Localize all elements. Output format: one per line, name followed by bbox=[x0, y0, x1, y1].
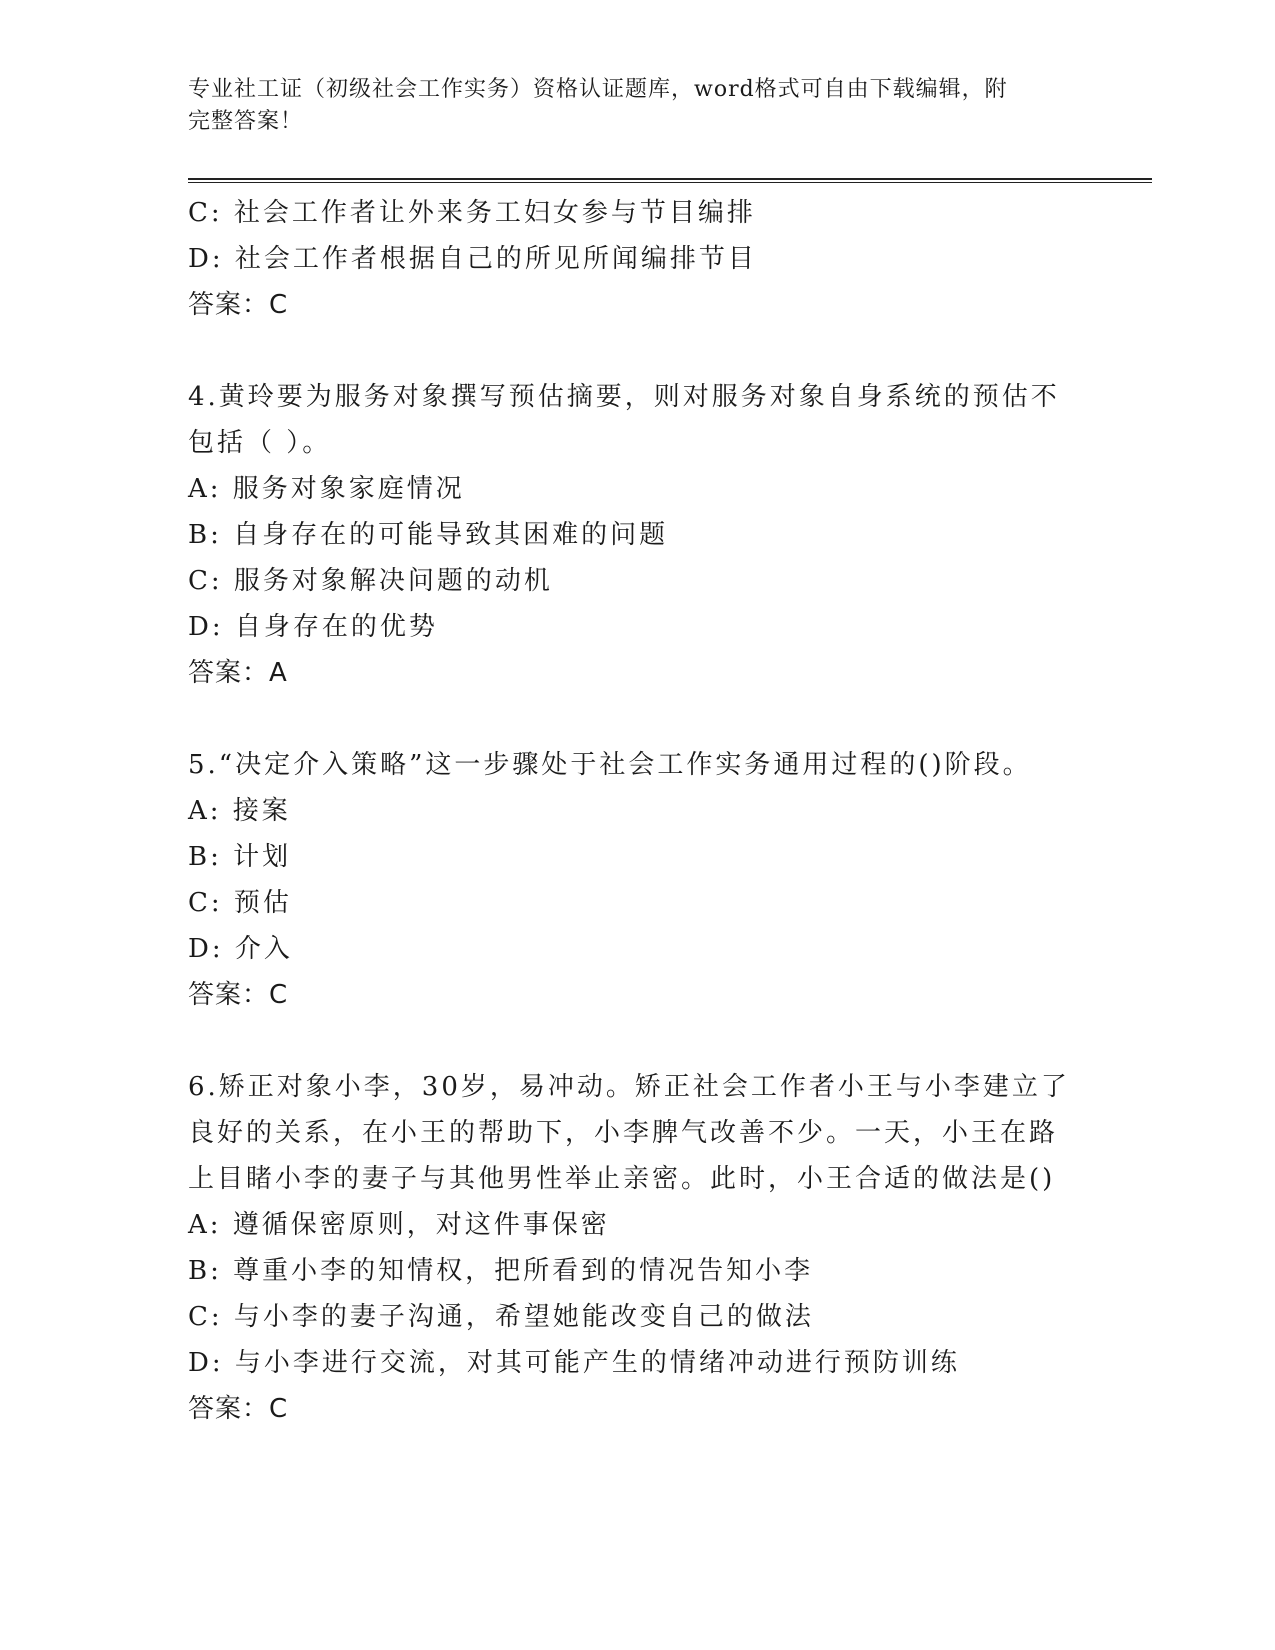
q6-stem-line-2: 良好的关系，在小王的帮助下，小李脾气改善不少。一天，小王在路 bbox=[188, 1118, 1059, 1148]
header-line-1: 专业社工证（初级社会工作实务）资格认证题库，word格式可自由下载编辑，附 bbox=[188, 77, 1008, 102]
q6-answer: 答案：C bbox=[188, 1394, 289, 1424]
q5-option-d: D: 介入 bbox=[188, 934, 293, 964]
q3-answer: 答案：C bbox=[188, 290, 289, 320]
q4-option-a: A: 服务对象家庭情况 bbox=[188, 474, 465, 504]
q4-stem-line-2: 包括（ ）。 bbox=[188, 428, 332, 458]
header-divider-thick bbox=[188, 178, 1152, 180]
question-3-tail bbox=[188, 190, 1088, 328]
spacer bbox=[188, 328, 1088, 374]
document-header bbox=[188, 74, 1068, 138]
q4-stem-line-1: 4.黄玲要为服务对象撰写预估摘要，则对服务对象自身系统的预估不 bbox=[188, 382, 1060, 412]
q3-option-c: C: 社会工作者让外来务工妇女参与节目编排 bbox=[188, 198, 756, 228]
q5-answer: 答案：C bbox=[188, 980, 289, 1010]
question-6 bbox=[188, 1064, 1088, 1432]
q6-option-d: D: 与小李进行交流，对其可能产生的情绪冲动进行预防训练 bbox=[188, 1348, 960, 1378]
q4-answer: 答案：A bbox=[188, 658, 288, 688]
q4-option-c: C: 服务对象解决问题的动机 bbox=[188, 566, 553, 596]
q5-option-c: C: 预估 bbox=[188, 888, 292, 918]
header-divider-thin bbox=[188, 182, 1152, 183]
q6-option-a: A: 遵循保密原则，对这件事保密 bbox=[188, 1210, 610, 1240]
spacer bbox=[188, 696, 1088, 742]
header-line-2: 完整答案！ bbox=[188, 109, 304, 134]
q4-option-b: B: 自身存在的可能导致其困难的问题 bbox=[188, 520, 669, 550]
question-list bbox=[188, 190, 1088, 1432]
q6-option-c: C: 与小李的妻子沟通，希望她能改变自己的做法 bbox=[188, 1302, 814, 1332]
q5-option-b: B: 计划 bbox=[188, 842, 292, 872]
question-5 bbox=[188, 742, 1088, 1018]
q3-option-d: D: 社会工作者根据自己的所见所闻编排节目 bbox=[188, 244, 757, 274]
question-4 bbox=[188, 374, 1088, 696]
q6-stem-line-3: 上目睹小李的妻子与其他男性举止亲密。此时，小王合适的做法是() bbox=[188, 1164, 1056, 1194]
q6-option-b: B: 尊重小李的知情权，把所看到的情况告知小李 bbox=[188, 1256, 814, 1286]
q5-stem-line-1: 5.“决定介入策略”这一步骤处于社会工作实务通用过程的()阶段。 bbox=[188, 750, 1032, 780]
q4-option-d: D: 自身存在的优势 bbox=[188, 612, 438, 642]
spacer bbox=[188, 1018, 1088, 1064]
q6-stem-line-1: 6.矫正对象小李，30岁，易冲动。矫正社会工作者小王与小李建立了 bbox=[188, 1072, 1070, 1102]
q5-option-a: A: 接案 bbox=[188, 796, 291, 826]
